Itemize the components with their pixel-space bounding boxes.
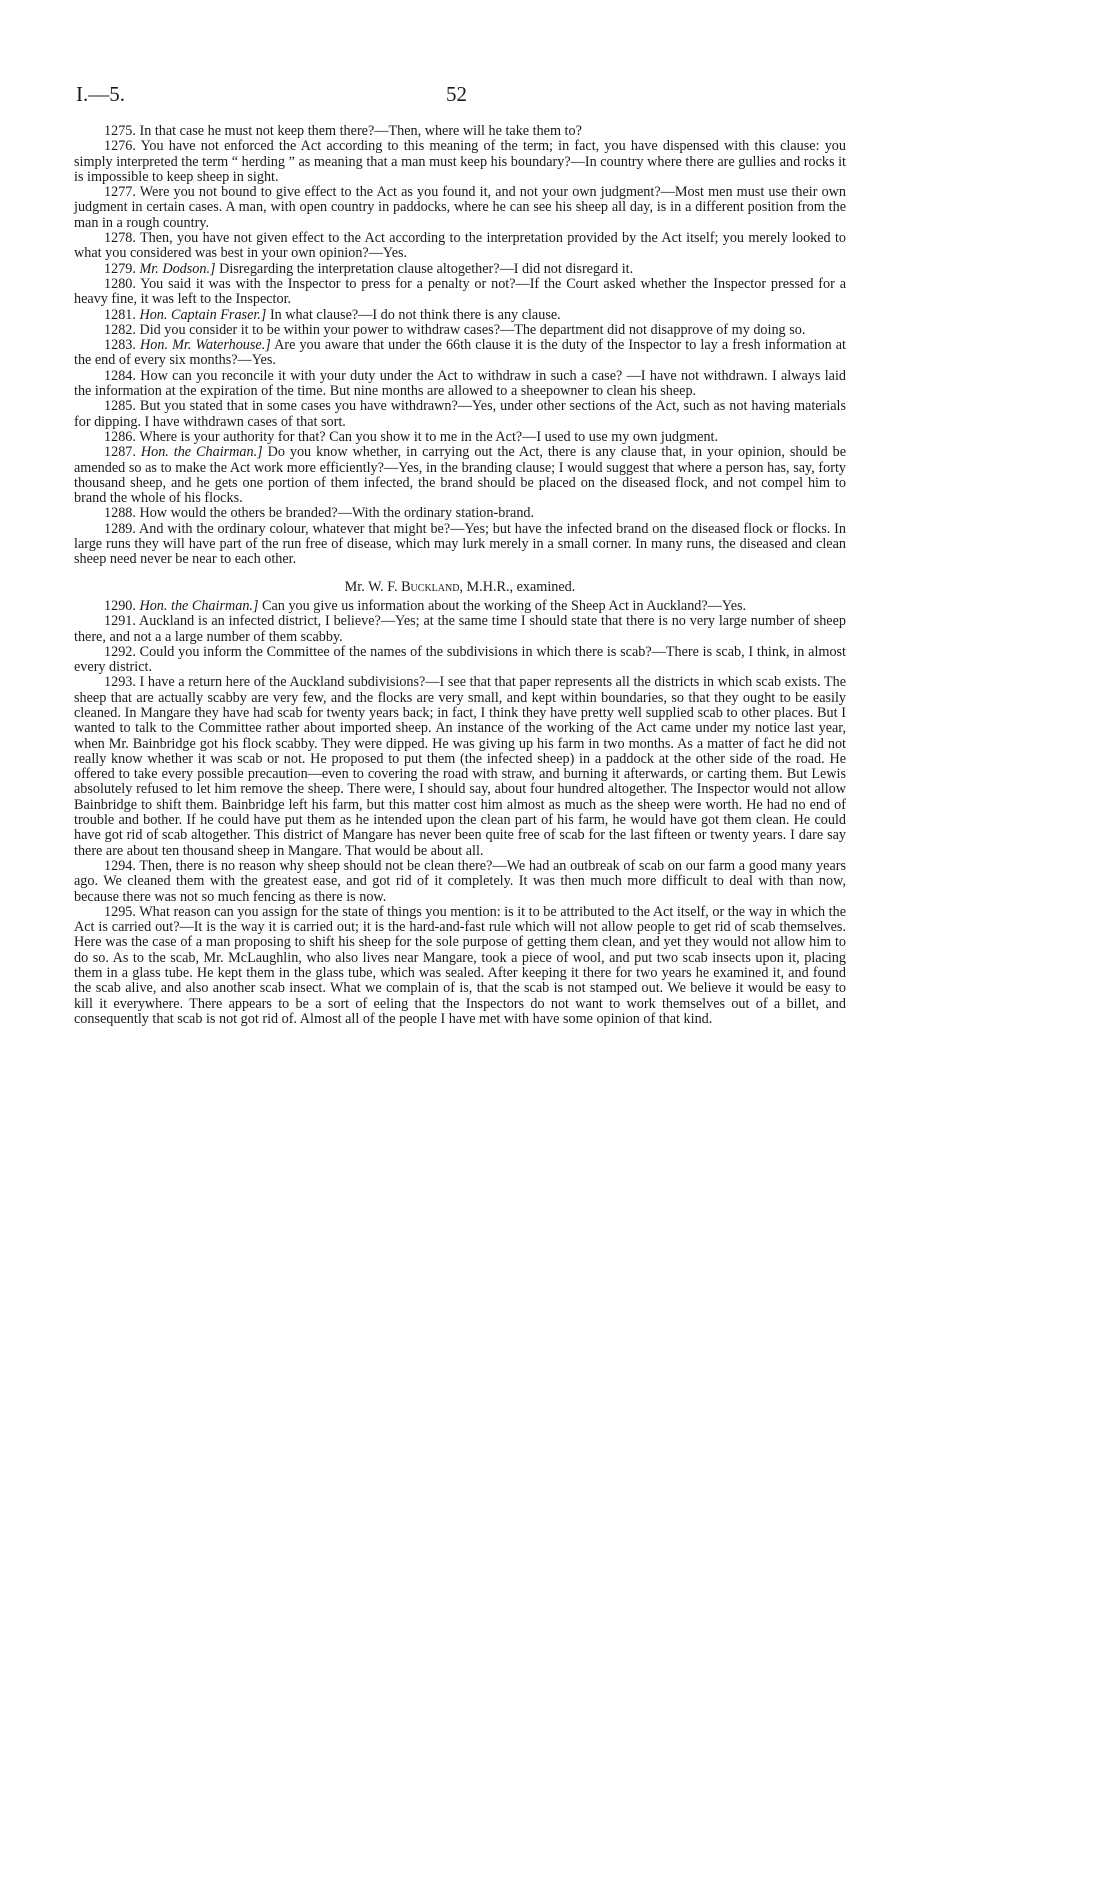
paragraph-text: Do you know whether, in carrying out the Act, there is any clause that, in your opinion, should be amended so as to make the Act work more efficiently?—Yes, in the branding clause; I would suggest that where a person has, say, forty thousand sheep, and he gets one portion of them infected, the brand should be placed on the diseased flock, and not compel him to brand the whole of his flocks. bbox=[74, 444, 846, 507]
speaker-name: Mr. Dodson.] bbox=[139, 260, 216, 277]
paragraph-1279 bbox=[74, 262, 846, 277]
speaker-name: Hon. the Chairman.] bbox=[140, 444, 263, 461]
question-number: 1283. bbox=[104, 337, 136, 354]
document-reference: I.—5. bbox=[76, 82, 125, 106]
paragraph-1283 bbox=[74, 338, 846, 369]
paragraph-1295: 1295. What reason can you assign for the state of things you mention: is it to be attributed to the Act itself, or the way in which the Act is carried out?—It is the way it is carried out; it is the hard-and-fast rule which will not allow people to get rid of scab themselves. Here was the case of a man proposing to shift his sheep for the sole purpose of getting them clean, and yet they would not allow him to do so. As to the scab, Mr. McLaughlin, who also lives near Mangare, took a piece of wool, and put two scab insects upon it, placing them in a glass tube. He kept them in the glass tube, which was sealed. After keeping it there for two years he examined it, and found the scab alive, and also another scab insect. What we complain of is, that the scab is not stamped out. We believe it would be easy to kill it everywhere. There appears to be a sort of eeling that the Inspectors do not want to work themselves out of a billet, and consequently that scab is not got rid of. Almost all of the people I have met with have some opinion of that kind. bbox=[74, 903, 846, 1027]
paragraph-1292: 1292. Could you inform the Committee of the names of the subdivisions in which there is scab?—There is scab, I think, in almost every district. bbox=[74, 643, 846, 676]
paragraph-1285: 1285. But you stated that in some cases you have withdrawn?—Yes, under other sections of the Act, such as not having materials for dipping. I have withdrawn cases of that sort. bbox=[74, 398, 846, 430]
paragraph-1284: 1284. How can you reconcile it with your duty under the Act to withdraw in such a case? —I have not withdrawn. I always laid the information at the expiration of the time. But nine months are allowed to a sheepowner to clean his sheep. bbox=[74, 367, 846, 400]
heading-name: Buckland bbox=[401, 578, 460, 595]
paragraph-1276: 1276. You have not enforced the Act according to this meaning of the term; in fact, you have dispensed with this clause: you simply interpreted the term “ herding ” as meaning that a man must keep his boundary?—In country where there are gullies and rocks it is impossible to keep sheep in sight. bbox=[74, 138, 846, 185]
paragraph-1286: 1286. Where is your authority for that? Can you show it to me in the Act?—I used to use my own judgment. bbox=[104, 428, 719, 445]
paragraph-1280: 1280. You said it was with the Inspector to press for a penalty or not?—If the Court asked whether the Inspector pressed for a heavy fine, it was left to the Inspector. bbox=[74, 275, 846, 308]
paragraph-1277: 1277. Were you not bound to give effect to the Act as you found it, and not your own judgment?—Most men must use their own judgment in certain cases. A man, with open country in paddocks, where he can see his sheep all day, is in a different position from the man in a rough country. bbox=[74, 184, 846, 231]
question-number: 1281. bbox=[104, 306, 136, 323]
page-body bbox=[74, 124, 846, 1027]
paragraph-text: Are you aware that under the 66th clause it is the duty of the Inspector to lay a fresh information at the end of every six months?—Yes. bbox=[74, 337, 846, 369]
paragraph-1290 bbox=[74, 599, 846, 614]
question-number: 1290. bbox=[104, 597, 136, 614]
paragraph-1278: 1278. Then, you have not given effect to the Act according to the interpretation provided by the Act itself; you merely looked to what you considered was best in your own opinion?—Yes. bbox=[74, 230, 846, 262]
paragraph-1289: 1289. And with the ordinary colour, whatever that might be?—Yes; but have the infected brand on the diseased flock or flocks. In large runs they will have part of the run free of disease, which may lurk merely in a small corner. In many runs, the diseased and clean sheep need never be near to each other. bbox=[74, 520, 846, 568]
page-number: 52 bbox=[446, 82, 467, 106]
paragraph-1291: 1291. Auckland is an infected district, I believe?—Yes; at the same time I should state that there is no very large number of sheep there, and not a a large number of them scabby. bbox=[74, 613, 846, 645]
paragraph-1281 bbox=[74, 308, 846, 323]
paragraph-text: Disregarding the interpretation clause altogether?—I did not disregard it. bbox=[219, 260, 634, 277]
paragraph-1275: 1275. In that case he must not keep them there?—Then, where will he take them to? bbox=[104, 123, 582, 139]
paragraph-1287 bbox=[74, 445, 846, 506]
paragraph-1288: 1288. How would the others be branded?—With the ordinary station-brand. bbox=[104, 505, 535, 522]
paragraph-1293: 1293. I have a return here of the Auckland subdivisions?—I see that that paper represents all the districts in which scab exists. The sheep that are actually scabby are very few, and the flocks are very small, and kept within boundaries, so that they ought to be easily cleaned. In Mangare they have had scab for twenty years back; in fact, I think they have pretty well supplied scab to other places. But I wanted to talk to the Committee rather about imported sheep. An instance of the working of the Act came under my notice last year, when Mr. Bainbridge got his flock scabby. They were dipped. He was giving up his farm in two months. As a matter of fact he did not really know whether it was scab or not. He proposed to put them (the infected sheep) in a paddock at the other side of the road. He offered to take every possible precaution—even to covering the road with straw, and burning it afterwards, or carting them. But Lewis absolutely refused to let him remove the sheep. There were, I should say, about four hundred altogether. The Inspector would not allow Bainbridge to shift them. Bainbridge left his farm, but this matter cost him almost as much as the sheep were worth. He had no end of trouble and bother. If he could have put them as he intended upon the clean part of his farm, he would have got them clean. He could have got rid of scab altogether. This district of Mangare has never been quite free of scab for the last fifteen or twenty years. I dare say there are about ten thousand sheep in Mangare. That would be about all. bbox=[74, 674, 846, 859]
question-number: 1279. bbox=[104, 260, 136, 277]
paragraph-1282: 1282. Did you consider it to be within your power to withdraw cases?—The department did not disapprove of my doing so. bbox=[104, 321, 806, 338]
speaker-name: Hon. Captain Fraser.] bbox=[139, 306, 267, 323]
paragraph-text: In what clause?—I do not think there is any clause. bbox=[269, 306, 561, 323]
page-header bbox=[0, 82, 924, 106]
speaker-name: Hon. the Chairman.] bbox=[139, 597, 259, 614]
paragraph-1294: 1294. Then, there is no reason why sheep should not be clean there?—We had an outbreak of scab on our farm a good many years ago. We cleaned them with the greatest ease, and got rid of it completely. It was then much more difficult to deal with than now, because there was not so much fencing as there is now. bbox=[74, 857, 846, 905]
heading-prefix: Mr. W. F. bbox=[344, 578, 402, 595]
question-number: 1287. bbox=[104, 444, 136, 461]
paragraph-text: Can you give us information about the working of the Sheep Act in Auckland?—Yes. bbox=[262, 597, 747, 614]
section-heading bbox=[74, 580, 846, 595]
heading-suffix: , M.H.R., examined. bbox=[459, 578, 576, 595]
speaker-name: Hon. Mr. Waterhouse.] bbox=[140, 337, 271, 354]
